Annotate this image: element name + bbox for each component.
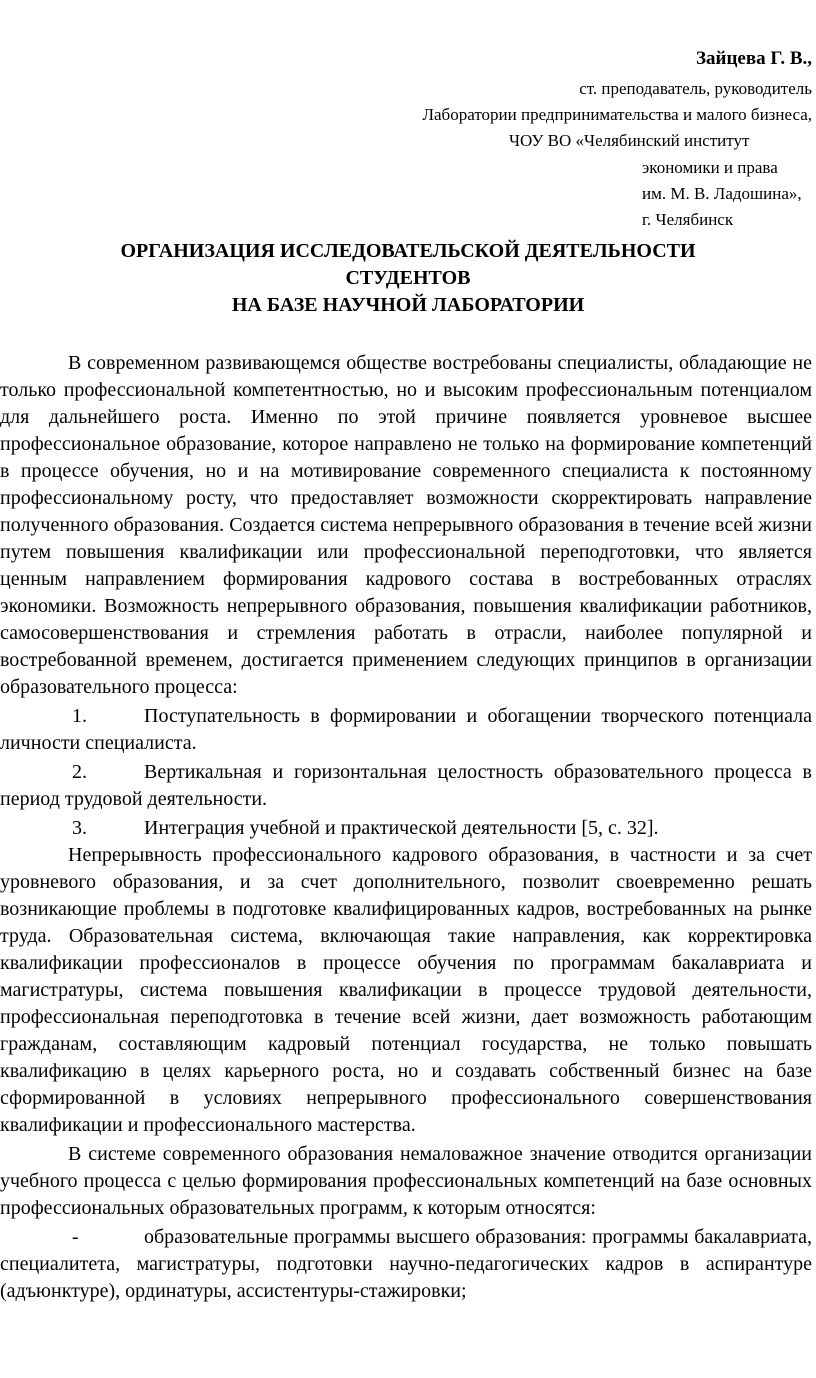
affiliation-line: экономики и права [642, 158, 778, 177]
title-line: НА БАЗЕ НАУЧНОЙ ЛАБОРАТОРИИ [231, 294, 585, 316]
list-marker: - [72, 1226, 79, 1248]
affiliation-line: г. Челябинск [642, 210, 734, 229]
list-item [0, 759, 812, 813]
list-item-text: Вертикальная и горизонтальная целостность образовательного процесса в период трудовой деятельности. [0, 761, 812, 810]
list-marker: 3. [72, 817, 87, 839]
affiliation-line: ЧОУ ВО «Челябинский институт [509, 131, 750, 150]
affiliation-line: им. М. В. Ладошина», [642, 184, 802, 203]
list-item-text: Поступательность в формировании и обогащении творческого потенциала личности специалиста. [0, 705, 812, 754]
list-item [0, 815, 812, 842]
title-line: СТУДЕНТОВ [345, 267, 471, 289]
title-line: ОРГАНИЗАЦИЯ ИССЛЕДОВАТЕЛЬСКОЙ ДЕЯТЕЛЬНОСТИ [120, 240, 696, 262]
list-item [0, 1224, 812, 1305]
list-item-text: образовательные программы высшего образования: программы бакалавриата, специалитета, магистратуры, подготовки научно-педагогических кадров в аспирантуре (адъюнктуре), ординатуры, ассистентуры-стажировки; [0, 1226, 812, 1302]
list-item-text: Интеграция учебной и практической деятельности [5, с. 32]. [144, 817, 659, 839]
affiliation-line: ст. преподаватель, руководитель [579, 79, 812, 98]
paragraph: Непрерывность профессионального кадрового образования, в частности и за счет уровневого образования, и за счет дополнительного, позволит своевременно решать возникающие проблемы в подготовке квалифицированных кадров, востребованных на рынке труда. Образовательная система, включающая такие направления, как корректировка квалификации профессионалов в процессе обучения по программам бакалавриата и магистратуры, система повышения квалификации в процессе трудовой деятельности, профессиональная переподготовка в течение всей жизни, дает возможность работающим гражданам, составляющим кадровый потенциал государства, не только повышать квалификацию в целях карьерного роста, но и создавать собственный бизнес на базе сформированной в условиях непрерывного профессионального совершенствования квалификации и профессионального мастерства. [0, 844, 812, 1136]
list-item [0, 703, 812, 757]
list-marker: 2. [72, 761, 87, 783]
list-marker: 1. [72, 705, 87, 727]
paragraph: В современном развивающемся обществе востребованы специалисты, обладающие не только профессиональной компетентностью, но и высоким профессиональным потенциалом для дальнейшего роста. Именно по этой причине появляется уровневое высшее профессиональное образование, которое направлено не только на формирование компетенций в процессе обучения, но и на мотивирование современного специалиста к постоянному профессиональному росту, что предоставляет возможности скорректировать направление полученного образования. Создается система непрерывного образования в течение всей жизни путем повышения квалификации или профессиональной переподготовки, что является ценным направлением формирования кадрового состава в востребованных отраслях экономики. Возможность непрерывного образования, повышения квалификации работников, самосовершенствования и стремления работать в отрасли, наиболее популярной и востребованной временем, достигается применением следующих принципов в организации образовательного процесса: [0, 352, 812, 698]
article-body [0, 350, 812, 1305]
paragraph: В системе современного образования немаловажное значение отводится организации учебного процесса с целью формирования профессиональных компетенций на базе основных профессиональных образовательных программ, к которым относятся: [0, 1143, 812, 1219]
affiliation-line: Лаборатории предпринимательства и малого бизнеса, [422, 105, 812, 124]
author-name: Зайцева Г. В., [696, 48, 812, 69]
article-title [0, 238, 816, 319]
